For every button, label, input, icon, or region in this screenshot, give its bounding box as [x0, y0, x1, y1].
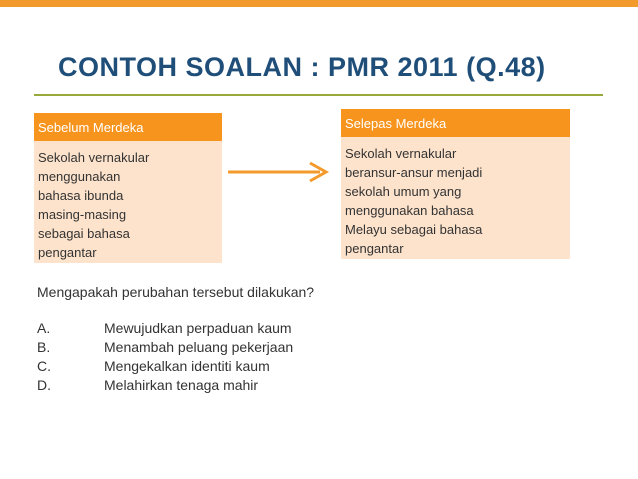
after-line: beransur-ansur menjadi [345, 165, 483, 180]
option-letter: A. [37, 320, 51, 336]
accent-bar [0, 0, 638, 7]
option-letter: B. [37, 339, 51, 355]
after-line: pengantar [345, 241, 404, 256]
after-merdeka-header: Selepas Merdeka [341, 109, 570, 137]
option-text: Mengekalkan identiti kaum [104, 358, 270, 374]
option-letter: C. [37, 358, 51, 374]
after-line: menggunakan bahasa [345, 203, 474, 218]
question-text: Mengapakah perubahan tersebut dilakukan? [37, 284, 315, 300]
option-letter: D. [37, 377, 51, 393]
right-arrow-icon [228, 160, 332, 184]
after-line: Sekolah vernakular [345, 146, 457, 161]
before-line: bahasa ibunda [38, 188, 124, 203]
option-text: Menambah peluang pekerjaan [104, 339, 294, 355]
before-line: pengantar [38, 245, 97, 260]
after-line: sekolah umum yang [345, 184, 462, 199]
option-text: Melahirkan tenaga mahir [104, 377, 259, 393]
before-merdeka-header: Sebelum Merdeka [34, 113, 222, 141]
title-divider [34, 94, 603, 96]
option-text: Mewujudkan perpaduan kaum [104, 320, 292, 336]
after-merdeka-body [341, 137, 570, 259]
before-line: masing-masing [38, 207, 127, 222]
before-merdeka-body [34, 141, 222, 263]
after-line: Melayu sebagai bahasa [345, 222, 483, 237]
slide-title: CONTOH SOALAN : PMR 2011 (Q.48) [58, 52, 546, 82]
before-line: menggunakan [38, 169, 121, 184]
before-line: sebagai bahasa [38, 226, 130, 241]
before-line: Sekolah vernakular [38, 150, 150, 165]
